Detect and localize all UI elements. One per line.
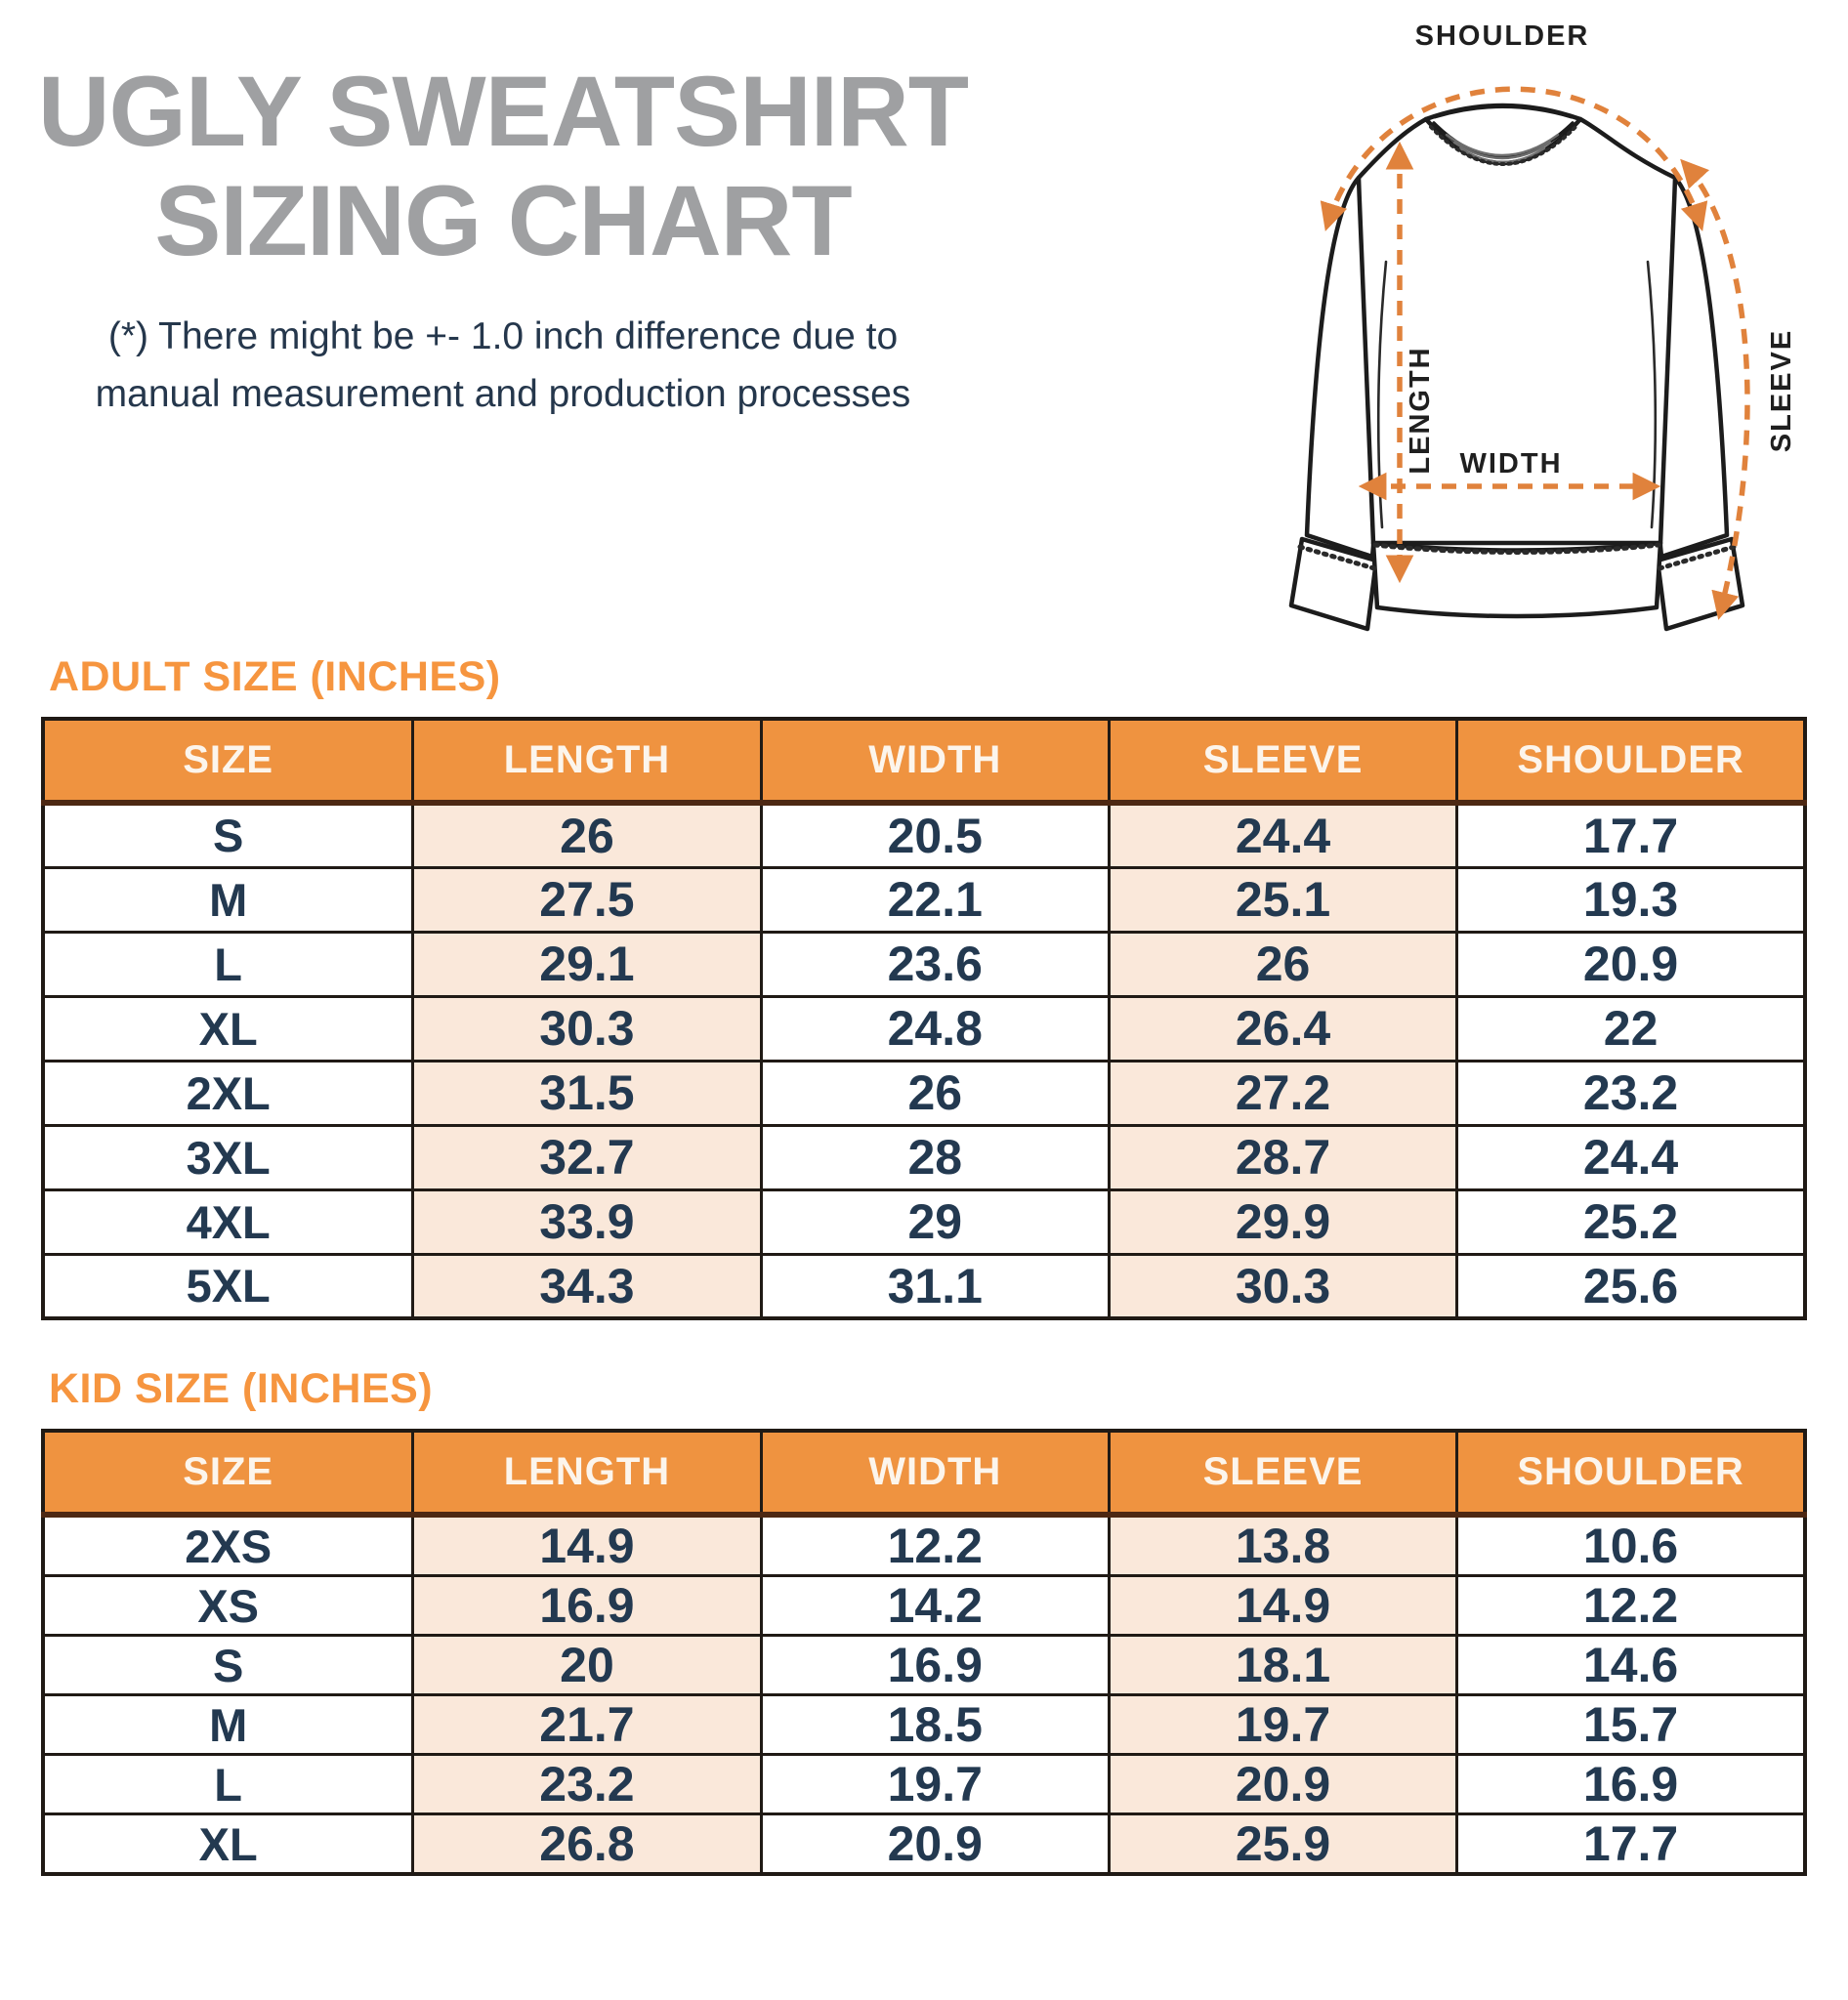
measurement-cell: 23.2	[1457, 1061, 1805, 1125]
column-header-shoulder: SHOULDER	[1457, 1431, 1805, 1515]
measurement-cell: 21.7	[413, 1695, 761, 1755]
measurement-cell: 30.3	[1109, 1254, 1456, 1318]
adult-size-table	[41, 717, 1807, 1320]
page-title-line1: UGLY SWEATSHIRT	[37, 56, 969, 167]
measurement-cell: 29.1	[413, 932, 761, 996]
table-row	[43, 1636, 1805, 1695]
table-row	[43, 1061, 1805, 1125]
measurement-cell: 26	[1109, 932, 1456, 996]
measurement-cell: 24.4	[1457, 1125, 1805, 1189]
table-row	[43, 1576, 1805, 1636]
measurement-cell: 26	[761, 1061, 1109, 1125]
table-row	[43, 1125, 1805, 1189]
measurement-cell: 31.5	[413, 1061, 761, 1125]
size-cell: M	[43, 867, 413, 932]
table-row	[43, 1189, 1805, 1254]
size-cell: 5XL	[43, 1254, 413, 1318]
size-cell: L	[43, 932, 413, 996]
measurement-cell: 23.2	[413, 1755, 761, 1814]
measurement-cell: 31.1	[761, 1254, 1109, 1318]
table-row	[43, 1515, 1805, 1576]
measurement-cell: 25.2	[1457, 1189, 1805, 1254]
size-cell: 3XL	[43, 1125, 413, 1189]
measurement-cell: 19.3	[1457, 867, 1805, 932]
measurement-cell: 10.6	[1457, 1515, 1805, 1576]
size-cell: 4XL	[43, 1189, 413, 1254]
size-cell: M	[43, 1695, 413, 1755]
measurement-cell: 12.2	[1457, 1576, 1805, 1636]
measurement-cell: 23.6	[761, 932, 1109, 996]
measurement-cell: 22	[1457, 996, 1805, 1061]
column-header-shoulder: SHOULDER	[1457, 719, 1805, 803]
table-row	[43, 1254, 1805, 1318]
measurement-cell: 24.4	[1109, 803, 1456, 867]
measurement-cell: 30.3	[413, 996, 761, 1061]
column-header-length: LENGTH	[413, 719, 761, 803]
column-header-length: LENGTH	[413, 1431, 761, 1515]
page-title	[0, 57, 1006, 275]
kid-size-table	[41, 1429, 1807, 1876]
measurement-cell: 12.2	[761, 1515, 1109, 1576]
table-row	[43, 1814, 1805, 1875]
measurement-cell: 26.4	[1109, 996, 1456, 1061]
measurement-cell: 15.7	[1457, 1695, 1805, 1755]
column-header-sleeve: SLEEVE	[1109, 1431, 1456, 1515]
size-cell: 2XL	[43, 1061, 413, 1125]
measurement-cell: 14.6	[1457, 1636, 1805, 1695]
measurement-cell: 25.9	[1109, 1814, 1456, 1875]
sweatshirt-diagram	[1238, 0, 1848, 640]
header-section	[0, 0, 1848, 640]
measurement-cell: 29.9	[1109, 1189, 1456, 1254]
table-row	[43, 1695, 1805, 1755]
column-header-width: WIDTH	[761, 719, 1109, 803]
measurement-cell: 34.3	[413, 1254, 761, 1318]
measurement-cell: 25.6	[1457, 1254, 1805, 1318]
size-cell: L	[43, 1755, 413, 1814]
size-cell: XS	[43, 1576, 413, 1636]
measurement-cell: 19.7	[1109, 1695, 1456, 1755]
measurement-cell: 26.8	[413, 1814, 761, 1875]
measurement-cell: 20	[413, 1636, 761, 1695]
measurement-cell: 18.5	[761, 1695, 1109, 1755]
measurement-cell: 20.9	[761, 1814, 1109, 1875]
measurement-cell: 26	[413, 803, 761, 867]
disclaimer-text	[0, 309, 1006, 423]
disclaimer-line1: (*) There might be +- 1.0 inch difference due to	[107, 315, 899, 358]
header-row	[43, 1431, 1805, 1515]
disclaimer-line2: manual measurement and production processes	[95, 372, 911, 415]
measurement-cell: 16.9	[413, 1576, 761, 1636]
measurement-cell: 13.8	[1109, 1515, 1456, 1576]
measurement-cell: 33.9	[413, 1189, 761, 1254]
adult-size-heading: ADULT SIZE (INCHES)	[49, 653, 501, 700]
measurement-cell: 18.1	[1109, 1636, 1456, 1695]
shoulder-label: SHOULDER	[1414, 21, 1590, 52]
page-title-line2: SIZING CHART	[154, 165, 852, 277]
sleeve-label: SLEEVE	[1766, 328, 1797, 453]
measurement-cell: 27.2	[1109, 1061, 1456, 1125]
measurement-cell: 25.1	[1109, 867, 1456, 932]
measurement-cell: 22.1	[761, 867, 1109, 932]
measurement-cell: 17.7	[1457, 803, 1805, 867]
measurement-cell: 14.9	[1109, 1576, 1456, 1636]
column-header-size: SIZE	[43, 1431, 413, 1515]
measurement-cell: 29	[761, 1189, 1109, 1254]
size-cell: S	[43, 1636, 413, 1695]
column-header-width: WIDTH	[761, 1431, 1109, 1515]
measurement-cell: 27.5	[413, 867, 761, 932]
measurement-cell: 20.9	[1457, 932, 1805, 996]
measurement-cell: 19.7	[761, 1755, 1109, 1814]
table-row	[43, 932, 1805, 996]
table-row	[43, 803, 1805, 867]
measurement-cell: 24.8	[761, 996, 1109, 1061]
size-cell: S	[43, 803, 413, 867]
measurement-cell: 28	[761, 1125, 1109, 1189]
table-row	[43, 867, 1805, 932]
measurement-cell: 16.9	[1457, 1755, 1805, 1814]
measurement-cell: 20.9	[1109, 1755, 1456, 1814]
length-label: LENGTH	[1405, 346, 1436, 475]
header-row	[43, 719, 1805, 803]
table-row	[43, 1755, 1805, 1814]
column-header-size: SIZE	[43, 719, 413, 803]
sweatshirt-diagram-svg	[1238, 0, 1848, 640]
kid-size-heading: KID SIZE (INCHES)	[49, 1365, 434, 1412]
measurement-cell: 20.5	[761, 803, 1109, 867]
size-cell: XL	[43, 996, 413, 1061]
title-block	[0, 0, 1006, 423]
column-header-sleeve: SLEEVE	[1109, 719, 1456, 803]
measurement-cell: 28.7	[1109, 1125, 1456, 1189]
size-cell: XL	[43, 1814, 413, 1875]
measurement-cell: 14.9	[413, 1515, 761, 1576]
size-cell: 2XS	[43, 1515, 413, 1576]
measurement-cell: 16.9	[761, 1636, 1109, 1695]
width-label: WIDTH	[1459, 448, 1563, 479]
measurement-cell: 32.7	[413, 1125, 761, 1189]
measurement-cell: 17.7	[1457, 1814, 1805, 1875]
measurement-cell: 14.2	[761, 1576, 1109, 1636]
table-row	[43, 996, 1805, 1061]
